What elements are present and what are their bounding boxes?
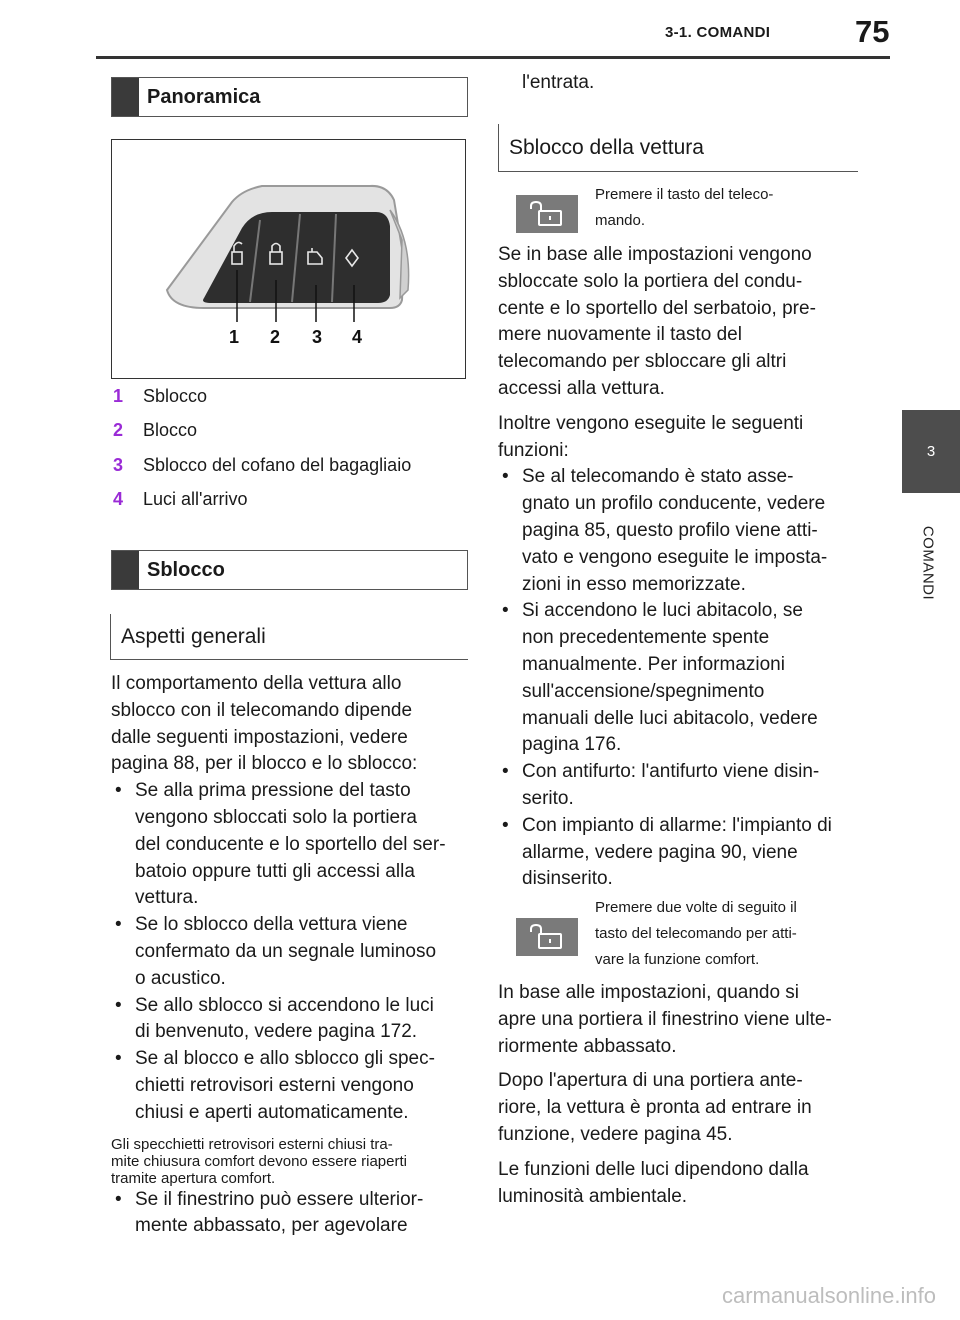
text-line: pagina 176. <box>522 734 622 756</box>
text-line: manuali delle luci abitacolo, vedere <box>522 707 818 729</box>
text-line: sblocco con il telecomando dipende <box>111 699 413 721</box>
text-line: riore, la vettura è pronta ad entrare in <box>498 1097 812 1119</box>
text-line: Premere due volte di seguito il <box>595 899 797 916</box>
text-line: Se il finestrino può essere ulterior- <box>135 1188 424 1210</box>
legend-item <box>113 420 197 441</box>
bullet-item: • Se al telecomando è stato asse- gnato un profilo conducente, vedere pagina 85, questo profilo viene atti- vato e vengono eseguite le imposta- zioni in esso memorizzate. <box>498 464 863 598</box>
text-line: serito. <box>522 787 574 809</box>
paragraph <box>498 242 863 403</box>
text-line: sull'accensione/spegnimento <box>522 680 765 702</box>
text-line: Premere il tasto del teleco- <box>595 186 774 203</box>
text-line: dalle seguenti impostazioni, vedere <box>111 726 408 748</box>
chapter-label-text: COMANDI <box>919 525 937 601</box>
callout-1: 1 <box>228 327 240 347</box>
heading-marker <box>112 78 139 116</box>
text-line: chietti retrovisori esterni vengono <box>135 1074 414 1096</box>
unlock-body <box>111 671 471 1240</box>
text-line: zioni in esso memorizzate. <box>522 573 746 595</box>
text-line: allarme, vedere pagina 90, viene <box>522 841 798 863</box>
bullet-item: • Se al blocco e allo sblocco gli spec- chietti retrovisori esterni vengono chiusi e aperti automaticamente. <box>111 1046 471 1126</box>
text-line: mando. <box>595 212 646 229</box>
text-line: Se al blocco e allo sblocco gli spec- <box>135 1048 435 1070</box>
legend-item <box>113 489 247 510</box>
remote-key-illustration-icon <box>112 140 465 378</box>
text-line: mite chiusura comfort devono essere riaperti <box>111 1152 407 1170</box>
text-line: Inoltre vengono eseguite le seguenti <box>498 412 804 434</box>
legend-text: Sblocco del cofano del bagagliaio <box>143 455 412 475</box>
text-line: sbloccate solo la portiera del condu- <box>498 270 803 292</box>
text-line: gnato un profilo conducente, vedere <box>522 493 826 515</box>
bullet-item: • Con antifurto: l'antifurto viene disin- serito. <box>498 759 863 813</box>
text-line: del conducente e lo sportello del ser- <box>135 833 446 855</box>
legend-item <box>113 455 411 476</box>
text-line: vettura. <box>135 887 199 909</box>
subheading-aspetti-generali: Aspetti generali <box>110 614 468 660</box>
text-line: non precedentemente spente <box>522 627 770 649</box>
legend-text: Luci all'arrivo <box>143 489 248 509</box>
text-line: Se allo sblocco si accendono le luci <box>135 994 434 1016</box>
text-line: luminosità ambientale. <box>498 1185 688 1207</box>
legend-item <box>113 386 207 407</box>
section-title: 3-1. COMANDI <box>665 24 771 41</box>
chapter-tab <box>902 410 960 493</box>
bullet-item: • Se allo sblocco si accendono le luci di benvenuto, vedere pagina 172. <box>111 993 471 1047</box>
text-line: o acustico. <box>135 967 226 989</box>
heading-text: Sblocco <box>147 558 225 581</box>
text-line: Il comportamento della vettura allo <box>111 673 402 694</box>
text-line: manualmente. Per informazioni <box>522 653 785 675</box>
legend-text: Blocco <box>143 420 198 440</box>
text-line: disinserito. <box>522 868 613 890</box>
paragraph <box>498 411 863 465</box>
subheading-sblocco-vettura: Sblocco della vettura <box>498 124 858 172</box>
legend-num: 1 <box>113 386 124 406</box>
paragraph <box>498 980 863 1060</box>
text-line: batoio oppure tutti gli accessi alla <box>135 860 415 882</box>
unlocked-padlock-icon <box>527 201 567 227</box>
page-number: 75 <box>855 14 890 49</box>
text-line: pagina 88, per il blocco e lo sblocco: <box>111 753 418 775</box>
remote-key-figure <box>111 139 466 379</box>
text-line: confermato da un segnale luminoso <box>135 940 437 962</box>
heading-sblocco <box>111 550 468 590</box>
text-line: Gli specchietti retrovisori esterni chiusi tra- <box>111 1135 393 1153</box>
bullet-item: • Si accendono le luci abitacolo, se non precedentemente spente manualmente. Per informazioni sull'accensione/spegnimento manuali delle luci abitacolo, vedere pagina 176. <box>498 598 863 759</box>
text-line: cente e lo sportello del serbatoio, pre- <box>498 297 816 319</box>
heading-text: Panoramica <box>147 85 261 108</box>
text-line: accessi alla vettura. <box>498 377 665 399</box>
text-line: pagina 85, questo profilo viene atti- <box>522 519 818 541</box>
legend-num: 2 <box>113 420 124 440</box>
text-line: Con impianto di allarme: l'impianto di <box>522 814 832 836</box>
bullet-item: • Se il finestrino può essere ulterior- mente abbassato, per agevolare <box>111 1187 471 1241</box>
text-line: Si accendono le luci abitacolo, se <box>522 600 803 622</box>
text-line: Le funzioni delle luci dipendono dalla <box>498 1158 809 1180</box>
vehicle-unlock-body <box>498 242 863 893</box>
text-line: vato e vengono eseguite le imposta- <box>522 546 828 568</box>
text-line: Dopo l'apertura di una portiera ante- <box>498 1070 803 1092</box>
bullet-item: • Con impianto di allarme: l'impianto di allarme, vedere pagina 90, viene disinserito. <box>498 813 863 893</box>
text-line: funzione, vedere pagina 45. <box>498 1123 733 1145</box>
watermark: carmanualsonline.info <box>721 1283 936 1308</box>
paragraph <box>111 671 471 778</box>
text-line: mente abbassato, per agevolare <box>135 1215 408 1237</box>
legend-num: 4 <box>113 489 124 509</box>
text-line: riormente abbassato. <box>498 1035 677 1057</box>
comfort-button-icon <box>516 918 578 956</box>
icon-instruction <box>595 895 855 973</box>
text-line: Se lo sblocco della vettura viene <box>135 914 408 936</box>
text-line: tramite apertura comfort. <box>111 1169 276 1187</box>
legend-text: Sblocco <box>143 386 208 406</box>
heading-marker <box>112 551 139 589</box>
text-line: vare la funzione comfort. <box>595 951 760 968</box>
unlock-button-icon <box>516 195 578 233</box>
text-line: apre una portiera il finestrino viene ulte- <box>498 1008 832 1030</box>
unlocked-padlock-icon <box>527 924 567 950</box>
header-rule <box>96 56 890 59</box>
text-line: vengono sbloccati solo la portiera <box>135 806 418 828</box>
chapter-number: 3 <box>926 443 936 460</box>
icon-instruction <box>595 182 855 234</box>
note-text <box>111 1136 471 1187</box>
callout-2: 2 <box>269 327 281 347</box>
text-line: In base alle impostazioni, quando si <box>498 982 800 1003</box>
text-line: tasto del telecomando per atti- <box>595 925 797 942</box>
paragraph <box>498 1157 863 1211</box>
text-line: Se alla prima pressione del tasto <box>135 780 411 802</box>
bullet-item: • Se lo sblocco della vettura viene confermato da un segnale luminoso o acustico. <box>111 912 471 992</box>
callout-3: 3 <box>311 327 323 347</box>
paragraph <box>498 1068 863 1148</box>
text-line: telecomando per sbloccare gli altri <box>498 351 787 373</box>
text-line: di benvenuto, vedere pagina 172. <box>135 1021 418 1043</box>
text-line: Se al telecomando è stato asse- <box>522 466 794 488</box>
text-line: funzioni: <box>498 439 569 461</box>
text-line: mere nuovamente il tasto del <box>498 324 742 346</box>
callout-4: 4 <box>351 327 363 347</box>
text-line: Con antifurto: l'antifurto viene disin- <box>522 761 820 783</box>
text-line: chiusi e aperti automaticamente. <box>135 1101 409 1123</box>
comfort-body <box>498 980 863 1210</box>
bullet-item: • Se alla prima pressione del tasto vengono sbloccati solo la portiera del conducente e lo sportello del ser- batoio oppure tutti gli accessi alla vettura. <box>111 778 471 912</box>
text-line: Se in base alle impostazioni vengono <box>498 244 812 265</box>
legend-num: 3 <box>113 455 124 475</box>
continuation-text: l'entrata. <box>522 72 595 93</box>
chapter-label <box>898 508 958 618</box>
heading-panoramica <box>111 77 468 117</box>
